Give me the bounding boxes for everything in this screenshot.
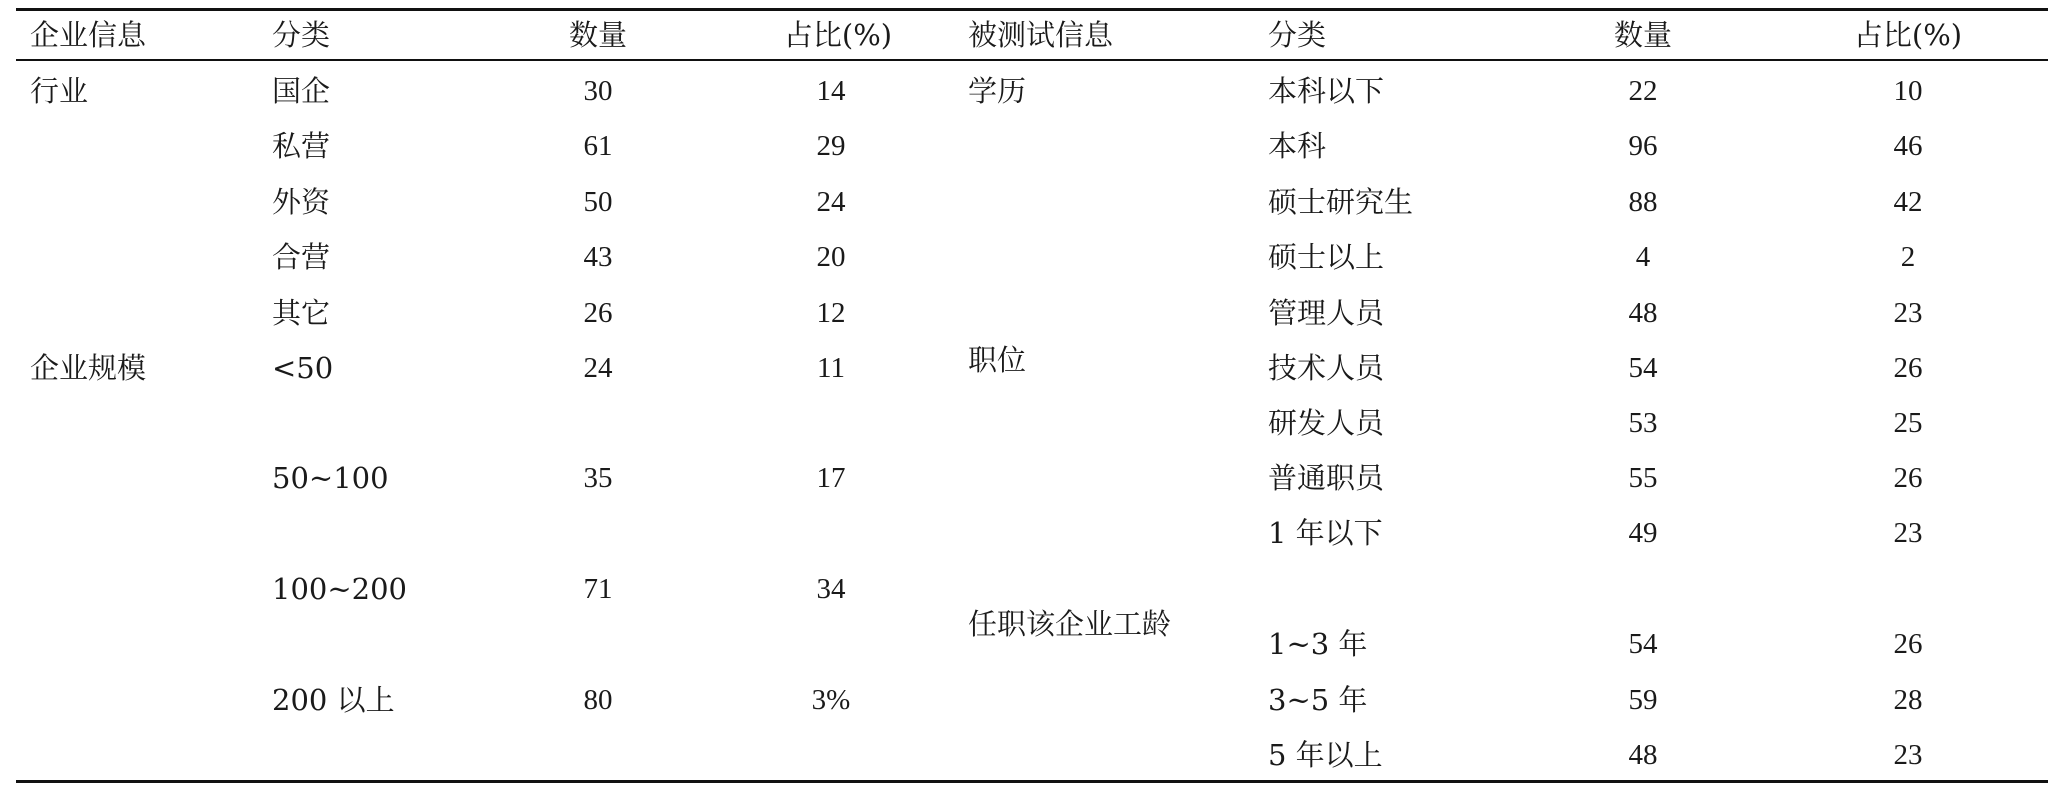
- right-count: 54: [1628, 352, 1658, 384]
- right-count: 53: [1628, 407, 1658, 439]
- left-category: 国企: [272, 74, 331, 108]
- left-count: 43: [583, 241, 613, 273]
- right-category: 研发人员: [1268, 406, 1385, 440]
- left-category: 100~200: [272, 572, 408, 606]
- left-ratio: 34: [816, 573, 846, 605]
- left-ratio: 3%: [811, 684, 851, 716]
- header-enterprise-info: 企业信息: [30, 18, 147, 52]
- right-category: 普通职员: [1268, 461, 1385, 495]
- right-category: 本科以下: [1268, 74, 1385, 108]
- left-count: 26: [583, 297, 613, 329]
- right-count: 49: [1628, 517, 1658, 549]
- left-category: <50: [272, 351, 334, 385]
- left-count: 50: [583, 186, 613, 218]
- left-category: 私营: [272, 129, 331, 163]
- header-category-left: 分类: [272, 18, 331, 52]
- right-ratio: 23: [1893, 297, 1923, 329]
- right-ratio: 42: [1893, 186, 1923, 218]
- table-top-rule: [16, 8, 2048, 11]
- right-ratio: 2: [1900, 241, 1916, 273]
- left-category: 外资: [272, 185, 331, 219]
- right-count: 4: [1635, 241, 1651, 273]
- left-ratio: 12: [816, 297, 846, 329]
- left-ratio: 17: [816, 462, 846, 494]
- left-category: 200 以上: [272, 683, 395, 717]
- right-category: 1 年以下: [1268, 516, 1383, 550]
- right-count: 59: [1628, 684, 1658, 716]
- right-category: 5 年以上: [1268, 738, 1383, 772]
- right-category: 技术人员: [1268, 351, 1385, 385]
- header-subject-info: 被测试信息: [968, 18, 1114, 52]
- left-count: 30: [583, 75, 613, 107]
- right-ratio: 28: [1893, 684, 1923, 716]
- group-label-position: 职位: [968, 343, 1027, 377]
- right-count: 88: [1628, 186, 1658, 218]
- right-ratio: 23: [1893, 517, 1923, 549]
- table-header-rule: [16, 59, 2048, 61]
- left-ratio: 14: [816, 75, 846, 107]
- group-label-enterprise-size: 企业规模: [30, 351, 147, 385]
- right-category: 硕士研究生: [1268, 185, 1414, 219]
- right-ratio: 23: [1893, 739, 1923, 771]
- header-count-right: 数量: [1613, 18, 1673, 52]
- left-category: 其它: [272, 296, 331, 330]
- header-count-left: 数量: [568, 18, 628, 52]
- right-ratio: 25: [1893, 407, 1923, 439]
- right-category: 3~5 年: [1268, 683, 1368, 717]
- right-ratio: 46: [1893, 130, 1923, 162]
- left-ratio: 11: [817, 352, 845, 384]
- right-ratio: 26: [1893, 628, 1923, 660]
- header-ratio-left: 占比(%): [783, 18, 893, 52]
- left-count: 80: [583, 684, 613, 716]
- table-bottom-rule: [16, 780, 2048, 783]
- right-count: 54: [1628, 628, 1658, 660]
- right-category: 1~3 年: [1268, 627, 1368, 661]
- left-ratio: 24: [816, 186, 846, 218]
- header-category-right: 分类: [1268, 18, 1327, 52]
- right-ratio: 10: [1893, 75, 1923, 107]
- left-category: 合营: [272, 240, 331, 274]
- group-label-education: 学历: [968, 74, 1027, 108]
- right-category: 硕士以上: [1268, 240, 1385, 274]
- header-ratio-right: 占比(%): [1853, 18, 1963, 52]
- left-count: 61: [583, 130, 613, 162]
- group-label-industry: 行业: [30, 74, 89, 108]
- right-ratio: 26: [1893, 352, 1923, 384]
- right-count: 96: [1628, 130, 1658, 162]
- right-count: 22: [1628, 75, 1658, 107]
- right-category: 本科: [1268, 129, 1327, 163]
- left-count: 24: [583, 352, 613, 384]
- left-count: 71: [583, 573, 613, 605]
- right-count: 48: [1628, 739, 1658, 771]
- left-ratio: 29: [816, 130, 846, 162]
- right-count: 48: [1628, 297, 1658, 329]
- left-ratio: 20: [816, 241, 846, 273]
- left-count: 35: [583, 462, 613, 494]
- right-category: 管理人员: [1268, 296, 1385, 330]
- left-category: 50~100: [272, 461, 389, 495]
- group-label-tenure: 任职该企业工龄: [968, 607, 1172, 641]
- right-count: 55: [1628, 462, 1658, 494]
- right-ratio: 26: [1893, 462, 1923, 494]
